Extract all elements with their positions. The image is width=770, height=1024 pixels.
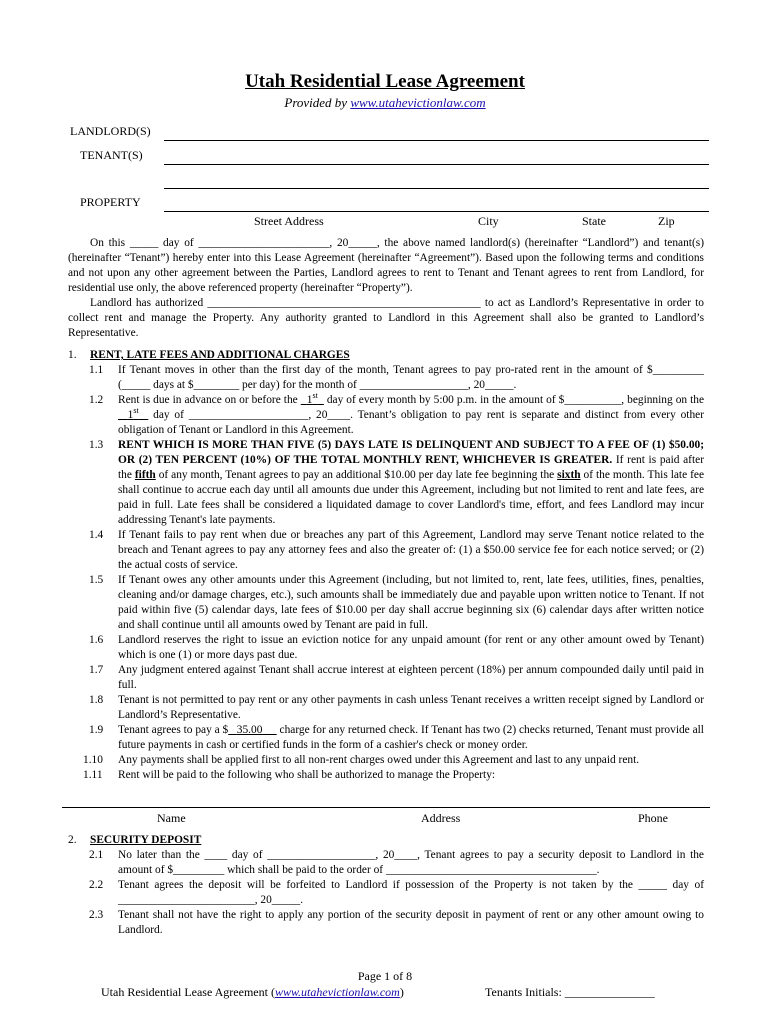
clause-2-1 [68,848,704,878]
clause-number: 1.3 [89,439,104,451]
manager-address-label: Address [421,811,461,825]
clause-text: If Tenant moves in other than the first day of the month, Tenant agrees to pay pro-rated rent in the amount of $_________ (_____ days at $________ per day) for the month of ___________________, 20_____. [118,364,704,391]
section-heading: SECURITY DEPOSIT [90,834,202,846]
rent-start-day[interactable]: 1st [127,406,139,421]
street-address-label: Street Address [254,214,324,228]
clause-1-10 [68,753,704,768]
footer-site-link[interactable]: www.utahevictionlaw.com [274,985,400,999]
clause-1-8 [68,693,704,723]
clause-number: 1.9 [89,724,104,736]
landlords-label: LANDLORD(S) [70,124,151,138]
provided-by-label: Provided by [284,95,348,110]
clause-text: Rent will be paid to the following who shall be authorized to manage the Property: [118,769,496,781]
clause-1-7 [68,663,704,693]
clause-2-3 [68,908,704,938]
site-link[interactable]: www.utahevictionlaw.com [350,95,486,110]
property-label: PROPERTY [80,195,141,209]
city-label: City [478,214,499,228]
clause-1-1 [68,363,704,393]
clause-number: 2.3 [89,909,104,921]
clause-number: 1.4 [89,529,104,541]
clause-text: If Tenant owes any other amounts under this Agreement (including, but not limited to, rent, late fees, utilities, fines, penalties, cleaning and/or damage charges, etc.), such amounts shall be immediately due and payable upon written notice to Tenant. If not paid within five (5) calendar days, late fees of $10.00 per day shall accrue beginning six (6) calendar days after written notice and shall continue until all amounts owed by Tenant are paid in full. [118,574,704,631]
clause-text: Tenant shall not have the right to apply any portion of the security deposit in payment of rent or any other amount owing to Landlord. [118,909,704,936]
clause-number: 1.8 [89,694,104,706]
property-line[interactable] [164,211,709,212]
clause-1-9: 1.9 Tenant agrees to pay a $ 35.00 charge for any returned check. If Tenant has two (2) checks returned, Tenant must provide all future payments in cash or certified funds in the form of a cashier's check or money order. [89,724,704,751]
clause-number: 2.2 [89,879,104,891]
document-title: Utah Residential Lease Agreement [245,71,525,92]
tenants-line[interactable] [164,164,709,165]
section-heading-row [68,833,704,848]
clause-1-4 [68,528,704,573]
section-heading-row [68,348,704,363]
clause-1-6 [68,633,704,663]
clause-number: 1.1 [89,364,104,376]
state-label: State [582,214,606,228]
clause-text: Any payments shall be applied first to all non-rent charges owed under this Agreement and last to any unpaid rent. [118,754,640,766]
provided-by [0,95,770,110]
manager-line[interactable] [62,807,710,808]
section-number: 1. [68,349,77,361]
tenant-initials[interactable]: Tenants Initials: _______________ [485,985,655,999]
clause-number: 1.5 [89,574,104,586]
clause-number: 1.10 [83,754,103,766]
landlords-line[interactable] [164,140,709,141]
manager-phone-label: Phone [638,811,668,825]
late-fee-bold-text: RENT WHICH IS MORE THAN FIVE (5) DAYS LATE IS DELINQUENT AND SUBJECT TO A FEE OF (1) $50.00; OR (2) TEN PERCENT (10%) OF THE TOTAL MONTHLY RENT, WHICHEVER IS GREATER. [118,439,704,466]
intro-paragraph-1: On this _____ day of _______________________, 20_____, the above named landlord(s) (hereinafter “Landlord”) and tenant(s) (hereinafter “Tenant”) hereby enter into this Lease Agreement (hereinafter “Agreement”). Based upon the following terms and conditions and not upon any other agreement between the Parties, Landlord agrees to rent to Tenant and Tenant agrees to rent from Landlord, for residential use only, the above referenced property (hereinafter “Property”). [68,237,704,294]
clause-1-11 [68,768,704,783]
intro-paragraph-2: Landlord has authorized ________________________________________________ to act as Landlord’s Representative in order to collect rent and manage the Property. Any authority granted to Landlord in this Agreement shall also be granted to Landlord’s Representative. [68,297,704,339]
clause-text: Tenant agrees the deposit will be forfeited to Landlord if possession of the Property is not taken by the _____ day of ________________________, 20_____. [118,879,704,906]
section-number: 2. [68,834,77,846]
clause-text: Any judgment entered against Tenant shall accrue interest at eighteen percent (18%) per annum compounded daily until paid in full. [118,664,704,691]
clause-number: 1.11 [83,769,103,781]
clause-1-3: 1.3 RENT WHICH IS MORE THAN FIVE (5) DAYS LATE IS DELINQUENT AND SUBJECT TO A FEE OF (1) $50.00; OR (2) TEN PERCENT (10%) OF THE TOTAL MONTHLY RENT, WHICHEVER IS GREATER. If rent is paid after the fifth of any month, Tenant agrees to pay an additional $10.00 per day late fee beginning the sixth of the month. This late fee shall continue to accrue each day until all amounts due under this Agreement, including but not limited to rent and late fees, are paid in full. Late fees shall be considered a liquidated damage to cover Landlord's time, effort, and fees Landlord may incur addressing Tenant's late payments. [89,439,704,526]
page-number: Page 1 of 8 [357,969,413,983]
footer-title: Utah Residential Lease Agreement (www.utahevictionlaw.com) [101,985,404,999]
rent-due-day[interactable]: 1st [306,391,318,406]
clause-number: 2.1 [89,849,104,861]
returned-check-fee[interactable]: 35.00 [236,724,263,736]
zip-label: Zip [658,214,675,228]
clause-1-5 [68,573,704,633]
section-security-deposit [68,833,704,938]
manager-name-label: Name [157,811,186,825]
clause-text: No later than the ____ day of ___________________, 20____, Tenant agrees to pay a security deposit to Landlord in the amount of $_________ which shall be paid to the order of _____________________________________. [118,849,704,876]
tenants-label: TENANT(S) [80,148,143,162]
clause-1-2: 1.2 Rent is due in advance on or before the 1st day of every month by 5:00 p.m. in the amount of $__________, beginning on the 1st day of _____________________, 20____. Tenant’s obligation to pay rent is separate and distinct from every other obligation of Tenant or Landlord in this Agreement. [89,391,705,436]
clause-number: 1.7 [89,664,104,676]
clause-number: 1.2 [89,394,104,406]
clause-text: If Tenant fails to pay rent when due or breaches any part of this Agreement, Landlord may serve Tenant notice related to the breach and Tenant agrees to pay any attorney fees and also the greater of: (1) a $50.00 service fee for each notice served; or (2) the actual costs of service. [118,529,704,571]
clause-text: Tenant is not permitted to pay rent or any other payments in cash unless Tenant receives a written receipt signed by Landlord or Landlord’s Representative. [118,694,704,721]
clause-text: Rent is due in advance on or before the [118,394,298,406]
clause-text: Landlord reserves the right to issue an eviction notice for any unpaid amount (for rent or any other amount owed by Tenant) which is one (1) or more days past due. [118,634,704,661]
clause-number: 1.6 [89,634,104,646]
section-heading: RENT, LATE FEES AND ADDITIONAL CHARGES [90,349,350,361]
clause-2-2 [68,878,704,908]
section-rent [68,348,704,783]
intro [68,236,704,341]
tenants-line-2[interactable] [164,188,709,189]
